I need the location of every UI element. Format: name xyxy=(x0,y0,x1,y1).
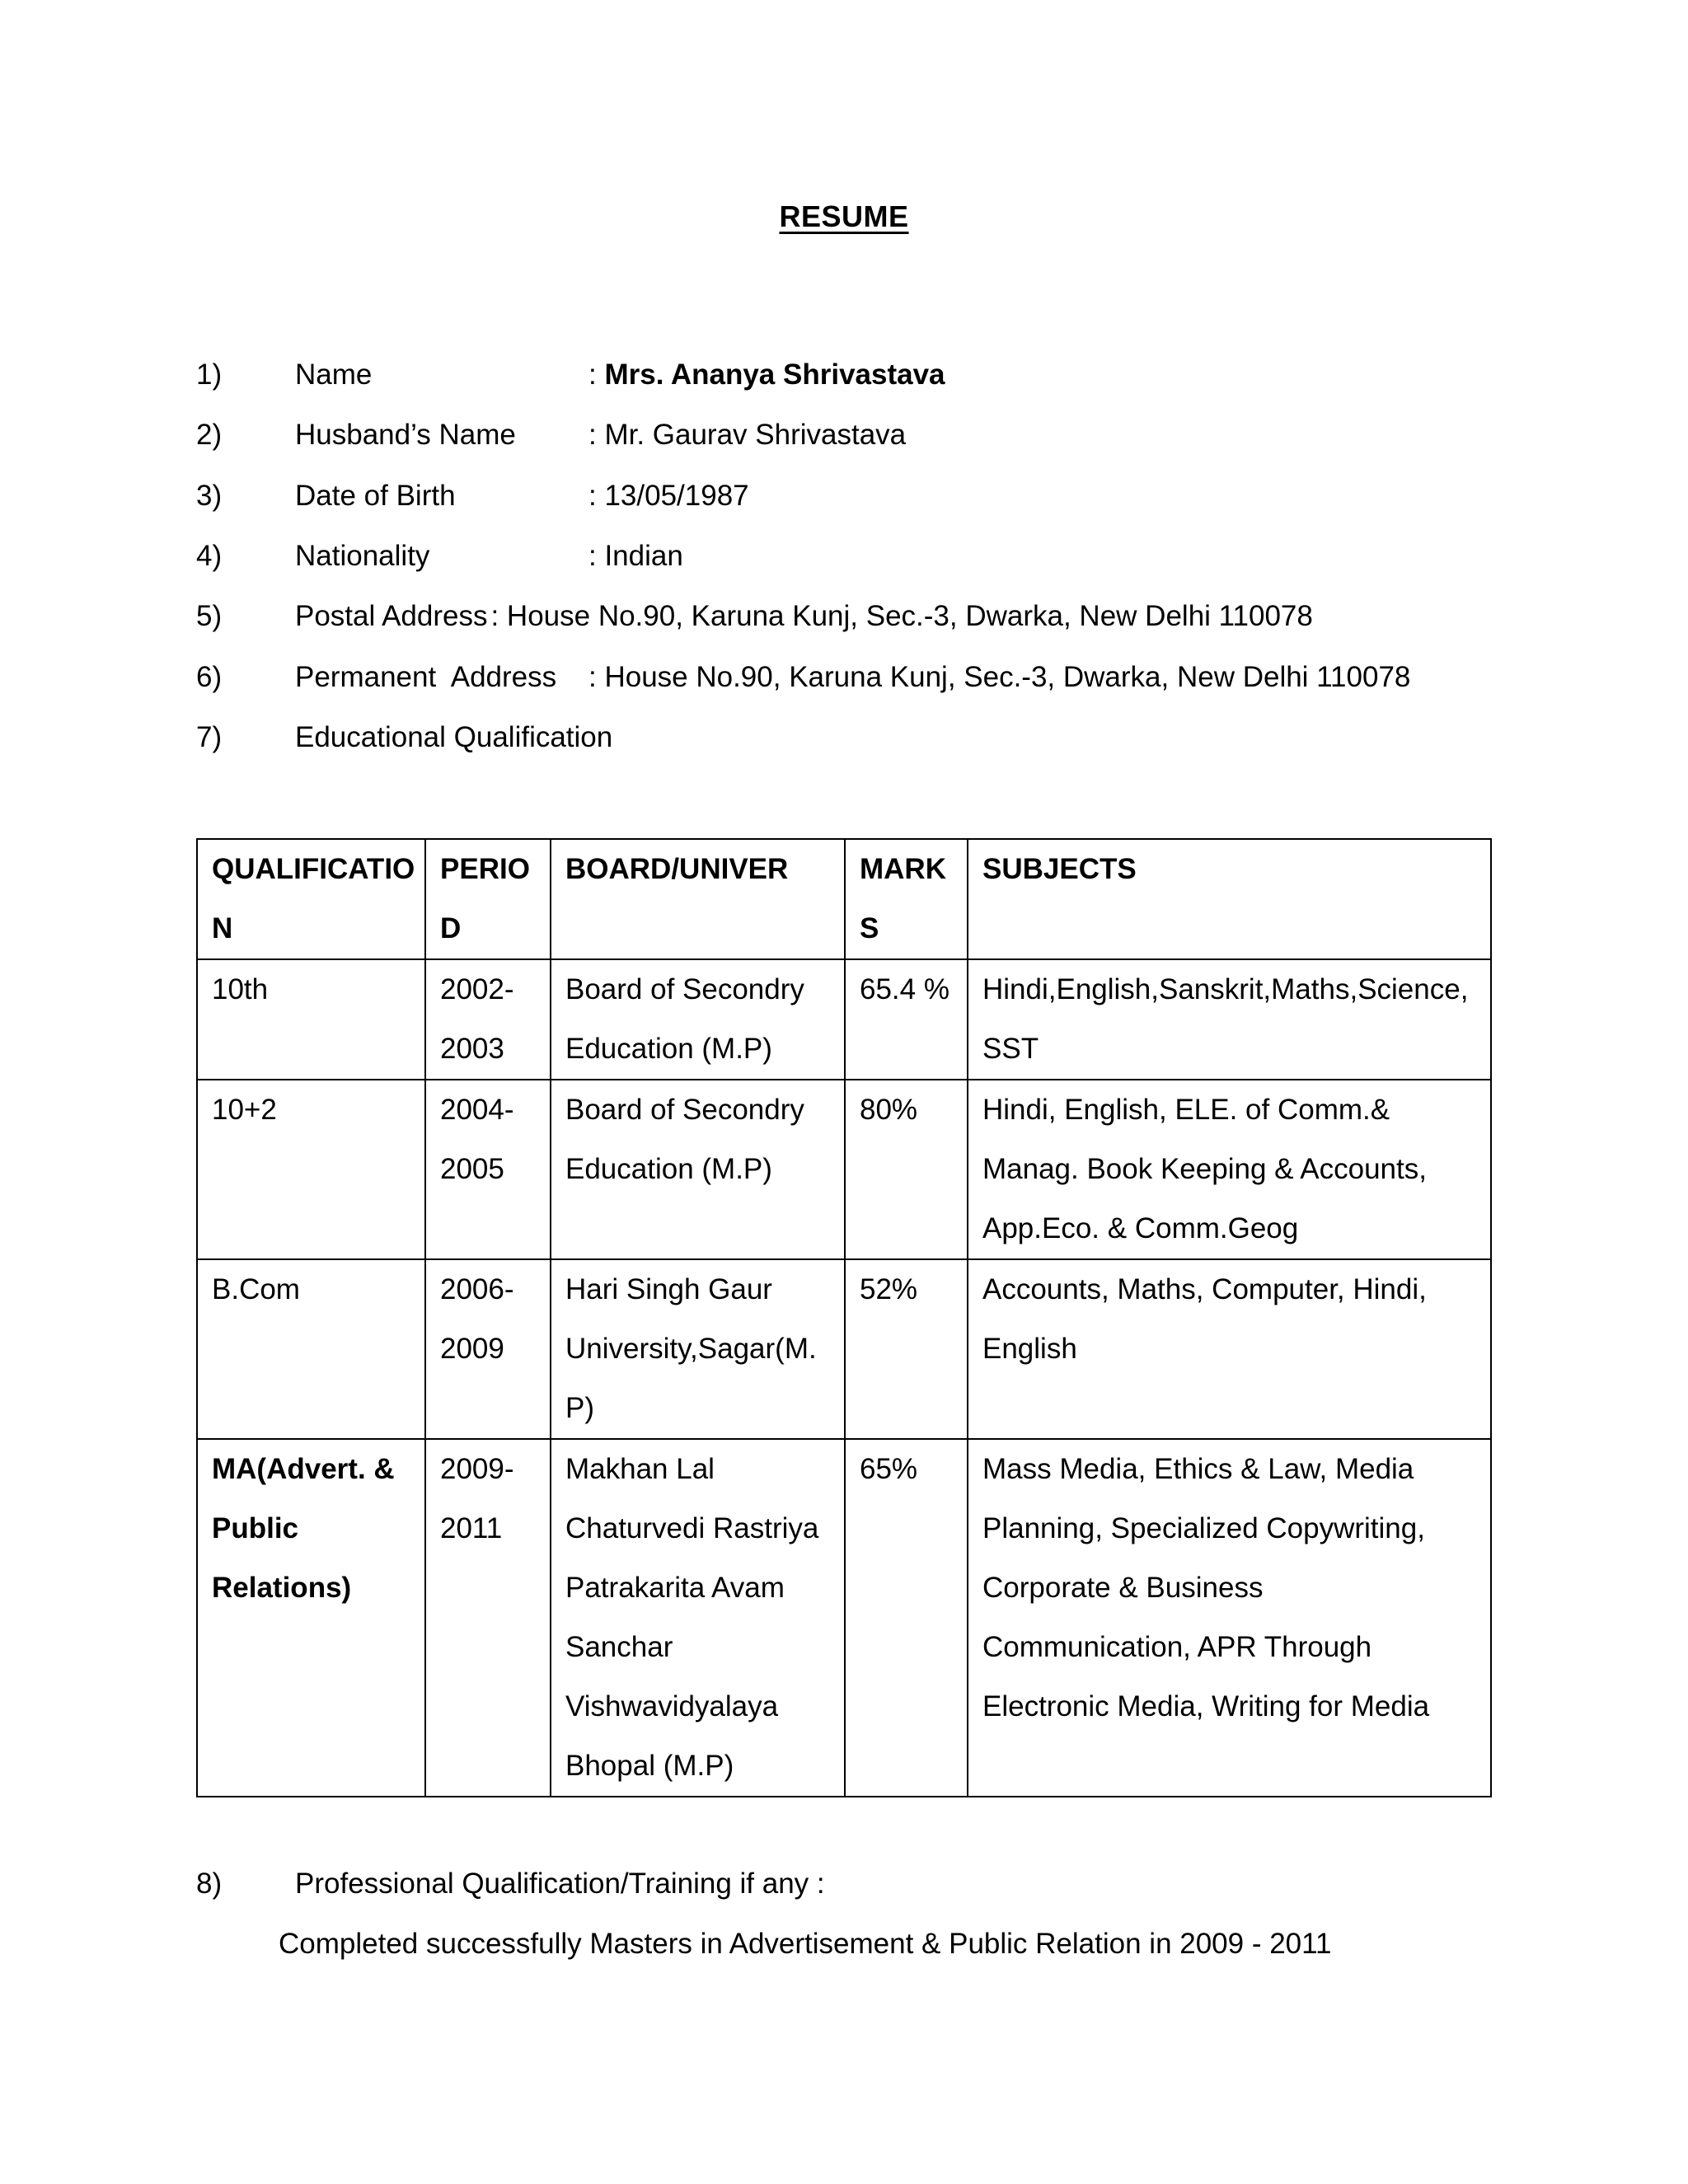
cell-line: Bhopal (M.P) xyxy=(565,1750,734,1782)
page-title: RESUME xyxy=(779,199,909,233)
header-line: BOARD/UNIVER xyxy=(565,853,789,885)
header-line: QUALIFICATIO xyxy=(212,853,415,885)
field-value: : Mr. Gaurav Shrivastava xyxy=(588,419,907,451)
cell-line: MA(Advert. & xyxy=(212,1453,395,1485)
cell-line: App.Eco. & Comm.Geog xyxy=(982,1212,1299,1244)
field-label: Nationality xyxy=(295,540,430,572)
field-label: Professional Qualification/Training if any : xyxy=(295,1868,825,1900)
table-row xyxy=(197,1439,1491,1797)
cell-line: 52% xyxy=(860,1273,918,1305)
cell-line: Board of Secondry xyxy=(565,973,804,1005)
cell-line: SST xyxy=(982,1033,1039,1065)
field-label: Date of Birth xyxy=(295,480,456,512)
cell-line: 80% xyxy=(860,1094,918,1126)
field-label: Name xyxy=(295,359,373,391)
column-header-period xyxy=(425,839,551,959)
qualification-cell xyxy=(197,1259,425,1439)
period-cell xyxy=(425,959,551,1080)
cell-line: University,Sagar(M. xyxy=(565,1333,817,1365)
period-cell xyxy=(425,1080,551,1259)
cell-line: 10th xyxy=(212,973,269,1005)
field-label: Permanent Address xyxy=(295,661,557,693)
name-value: Mrs. Ananya Shrivastava xyxy=(604,359,945,391)
field-number: 6) xyxy=(196,661,223,693)
table-header-row xyxy=(197,839,1491,959)
cell-line: 65% xyxy=(860,1453,918,1485)
cell-line: Hari Singh Gaur xyxy=(565,1273,772,1305)
header-line: N xyxy=(212,912,233,944)
cell-line: Education (M.P) xyxy=(565,1153,772,1185)
qualification-cell xyxy=(197,1080,425,1259)
board-cell xyxy=(551,1439,845,1797)
cell-line: Electronic Media, Writing for Media xyxy=(982,1690,1430,1722)
subjects-cell xyxy=(968,1080,1491,1259)
field-number: 8) xyxy=(196,1868,223,1900)
cell-line: Mass Media, Ethics & Law, Media xyxy=(982,1453,1414,1485)
cell-line: 2006- xyxy=(440,1273,514,1305)
field-label: Educational Qualification xyxy=(295,721,613,753)
board-cell xyxy=(551,1080,845,1259)
cell-line: 2002- xyxy=(440,973,514,1005)
field-number: 2) xyxy=(196,419,223,451)
column-header-subjects xyxy=(968,839,1491,959)
header-line: SUBJECTS xyxy=(982,853,1137,885)
qualification-cell xyxy=(197,1439,425,1797)
table-row xyxy=(197,1259,1491,1439)
field-label xyxy=(295,592,1313,641)
cell-line: Communication, APR Through xyxy=(982,1631,1372,1663)
period-cell xyxy=(425,1439,551,1797)
header-line: MARK xyxy=(860,853,946,885)
table-row xyxy=(197,1080,1491,1259)
field-number: 5) xyxy=(196,600,223,632)
cell-line: Manag. Book Keeping & Accounts, xyxy=(982,1153,1427,1185)
value-prefix: : xyxy=(588,359,605,391)
cell-line: Accounts, Maths, Computer, Hindi, xyxy=(982,1273,1427,1305)
cell-line: Board of Secondry xyxy=(565,1094,804,1126)
table-row xyxy=(197,959,1491,1080)
cell-line: 2009- xyxy=(440,1453,514,1485)
field-value: : House No.90, Karuna Kunj, Sec.-3, Dwarka, New Delhi 110078 xyxy=(588,661,1411,693)
cell-line: 10+2 xyxy=(212,1094,277,1126)
cell-line: P) xyxy=(565,1392,594,1424)
qualification-cell xyxy=(197,959,425,1080)
cell-line: Vishwavidyalaya xyxy=(565,1690,779,1722)
subjects-cell xyxy=(968,1259,1491,1439)
field-value: : Indian xyxy=(588,540,683,572)
cell-line: Hindi,English,Sanskrit,Maths,Science, xyxy=(982,973,1469,1005)
board-cell xyxy=(551,959,845,1080)
cell-line: Corporate & Business xyxy=(982,1572,1264,1604)
subjects-cell xyxy=(968,959,1491,1080)
column-header-board xyxy=(551,839,845,959)
field-label: Husband’s Name xyxy=(295,419,516,451)
subjects-cell xyxy=(968,1439,1491,1797)
period-cell xyxy=(425,1259,551,1439)
marks-cell xyxy=(845,959,968,1080)
field-number: 1) xyxy=(196,359,223,391)
cell-line: 2011 xyxy=(440,1512,503,1544)
education-table xyxy=(196,838,1492,1797)
header-line: D xyxy=(440,912,462,944)
cell-line: Patrakarita Avam xyxy=(565,1572,785,1604)
cell-line: Public xyxy=(212,1512,299,1544)
cell-line: 2004- xyxy=(440,1094,514,1126)
cell-line: English xyxy=(982,1333,1077,1365)
cell-line: Planning, Specialized Copywriting, xyxy=(982,1512,1425,1544)
cell-line: Hindi, English, ELE. of Comm.& xyxy=(982,1094,1390,1126)
header-line: PERIO xyxy=(440,853,530,885)
column-header-qualification xyxy=(197,839,425,959)
cell-line: 2009 xyxy=(440,1333,504,1365)
field-number: 3) xyxy=(196,480,223,512)
board-cell xyxy=(551,1259,845,1439)
cell-line: 2005 xyxy=(440,1153,504,1185)
cell-line: Sanchar xyxy=(565,1631,673,1663)
header-line: S xyxy=(860,912,879,944)
field-value xyxy=(588,350,945,400)
field-number: 4) xyxy=(196,540,223,572)
column-header-marks xyxy=(845,839,968,959)
marks-cell xyxy=(845,1439,968,1797)
professional-qualification-text: Completed successfully Masters in Advertisement & Public Relation in 2009 - 2011 xyxy=(279,1928,1332,1960)
cell-line: Makhan Lal xyxy=(565,1453,715,1485)
field-number: 7) xyxy=(196,721,223,753)
postal-address-label: Postal Address xyxy=(295,600,488,632)
cell-line: Education (M.P) xyxy=(565,1033,772,1065)
marks-cell xyxy=(845,1080,968,1259)
cell-line: Relations) xyxy=(212,1572,352,1604)
cell-line: 65.4 % xyxy=(860,973,950,1005)
marks-cell xyxy=(845,1259,968,1439)
cell-line: Chaturvedi Rastriya xyxy=(565,1512,819,1544)
field-value: : 13/05/1987 xyxy=(588,480,749,512)
cell-line: B.Com xyxy=(212,1273,300,1305)
cell-line: 2003 xyxy=(440,1033,504,1065)
field-value: : House No.90, Karuna Kunj, Sec.-3, Dwarka, New Delhi 110078 xyxy=(490,600,1313,632)
